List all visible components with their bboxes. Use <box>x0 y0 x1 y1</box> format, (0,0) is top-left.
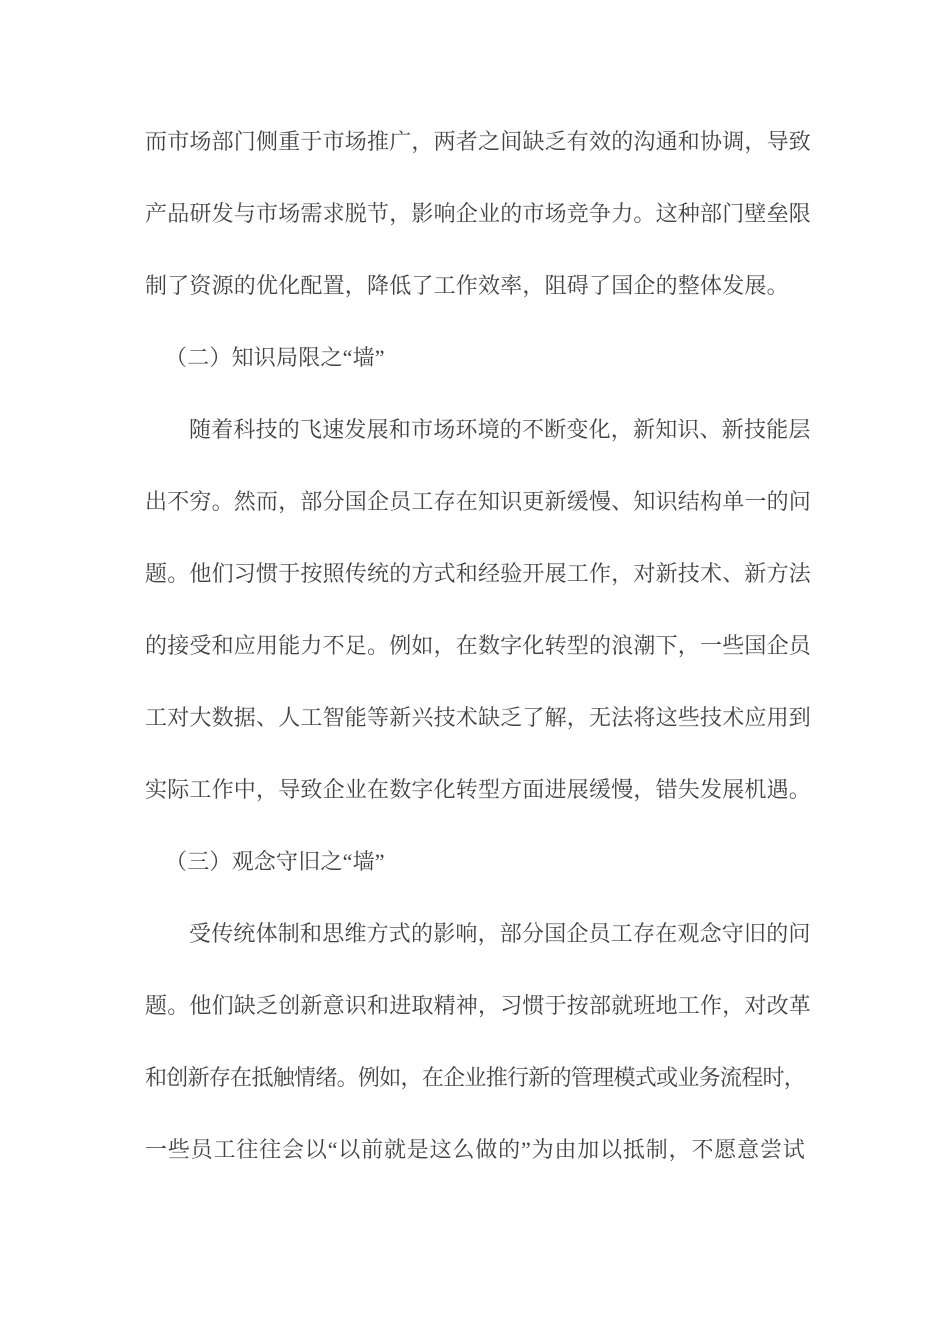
text-line: 产品研发与市场需求脱节，影响企业的市场竞争力。这种部门壁垒限 <box>145 201 812 226</box>
text-line: 题。他们习惯于按照传统的方式和经验开展工作，对新技术、新方法 <box>145 561 812 586</box>
text-line: 制了资源的优化配置，降低了工作效率，阻碍了国企的整体发展。 <box>145 273 789 298</box>
section-heading: （二）知识局限之“墙” <box>165 345 385 370</box>
section-heading: （三）观念守旧之“墙” <box>165 849 385 874</box>
text-line: 随着科技的飞速发展和市场环境的不断变化，新知识、新技能层 <box>189 417 811 442</box>
text-line: 工对大数据、人工智能等新兴技术缺乏了解，无法将这些技术应用到 <box>145 705 812 730</box>
document-content <box>145 106 812 1186</box>
text-line: 实际工作中，导致企业在数字化转型方面进展缓慢，错失发展机遇。 <box>145 777 812 802</box>
text-line: 和创新存在抵触情绪。例如，在企业推行新的管理模式或业务流程时， <box>145 1065 805 1090</box>
text-line: 的接受和应用能力不足。例如，在数字化转型的浪潮下，一些国企员 <box>145 633 812 658</box>
text-line: 一些员工往往会以“以前就是这么做的”为由加以抵制，不愿意尝试 <box>145 1137 805 1162</box>
text-line: 而市场部门侧重于市场推广，两者之间缺乏有效的沟通和协调，导致 <box>145 129 812 154</box>
text-line: 出不穷。然而，部分国企员工存在知识更新缓慢、知识结构单一的问 <box>145 489 812 514</box>
text-line: 题。他们缺乏创新意识和进取精神，习惯于按部就班地工作，对改革 <box>145 993 812 1018</box>
text-line: 受传统体制和思维方式的影响，部分国企员工存在观念守旧的问 <box>189 921 811 946</box>
